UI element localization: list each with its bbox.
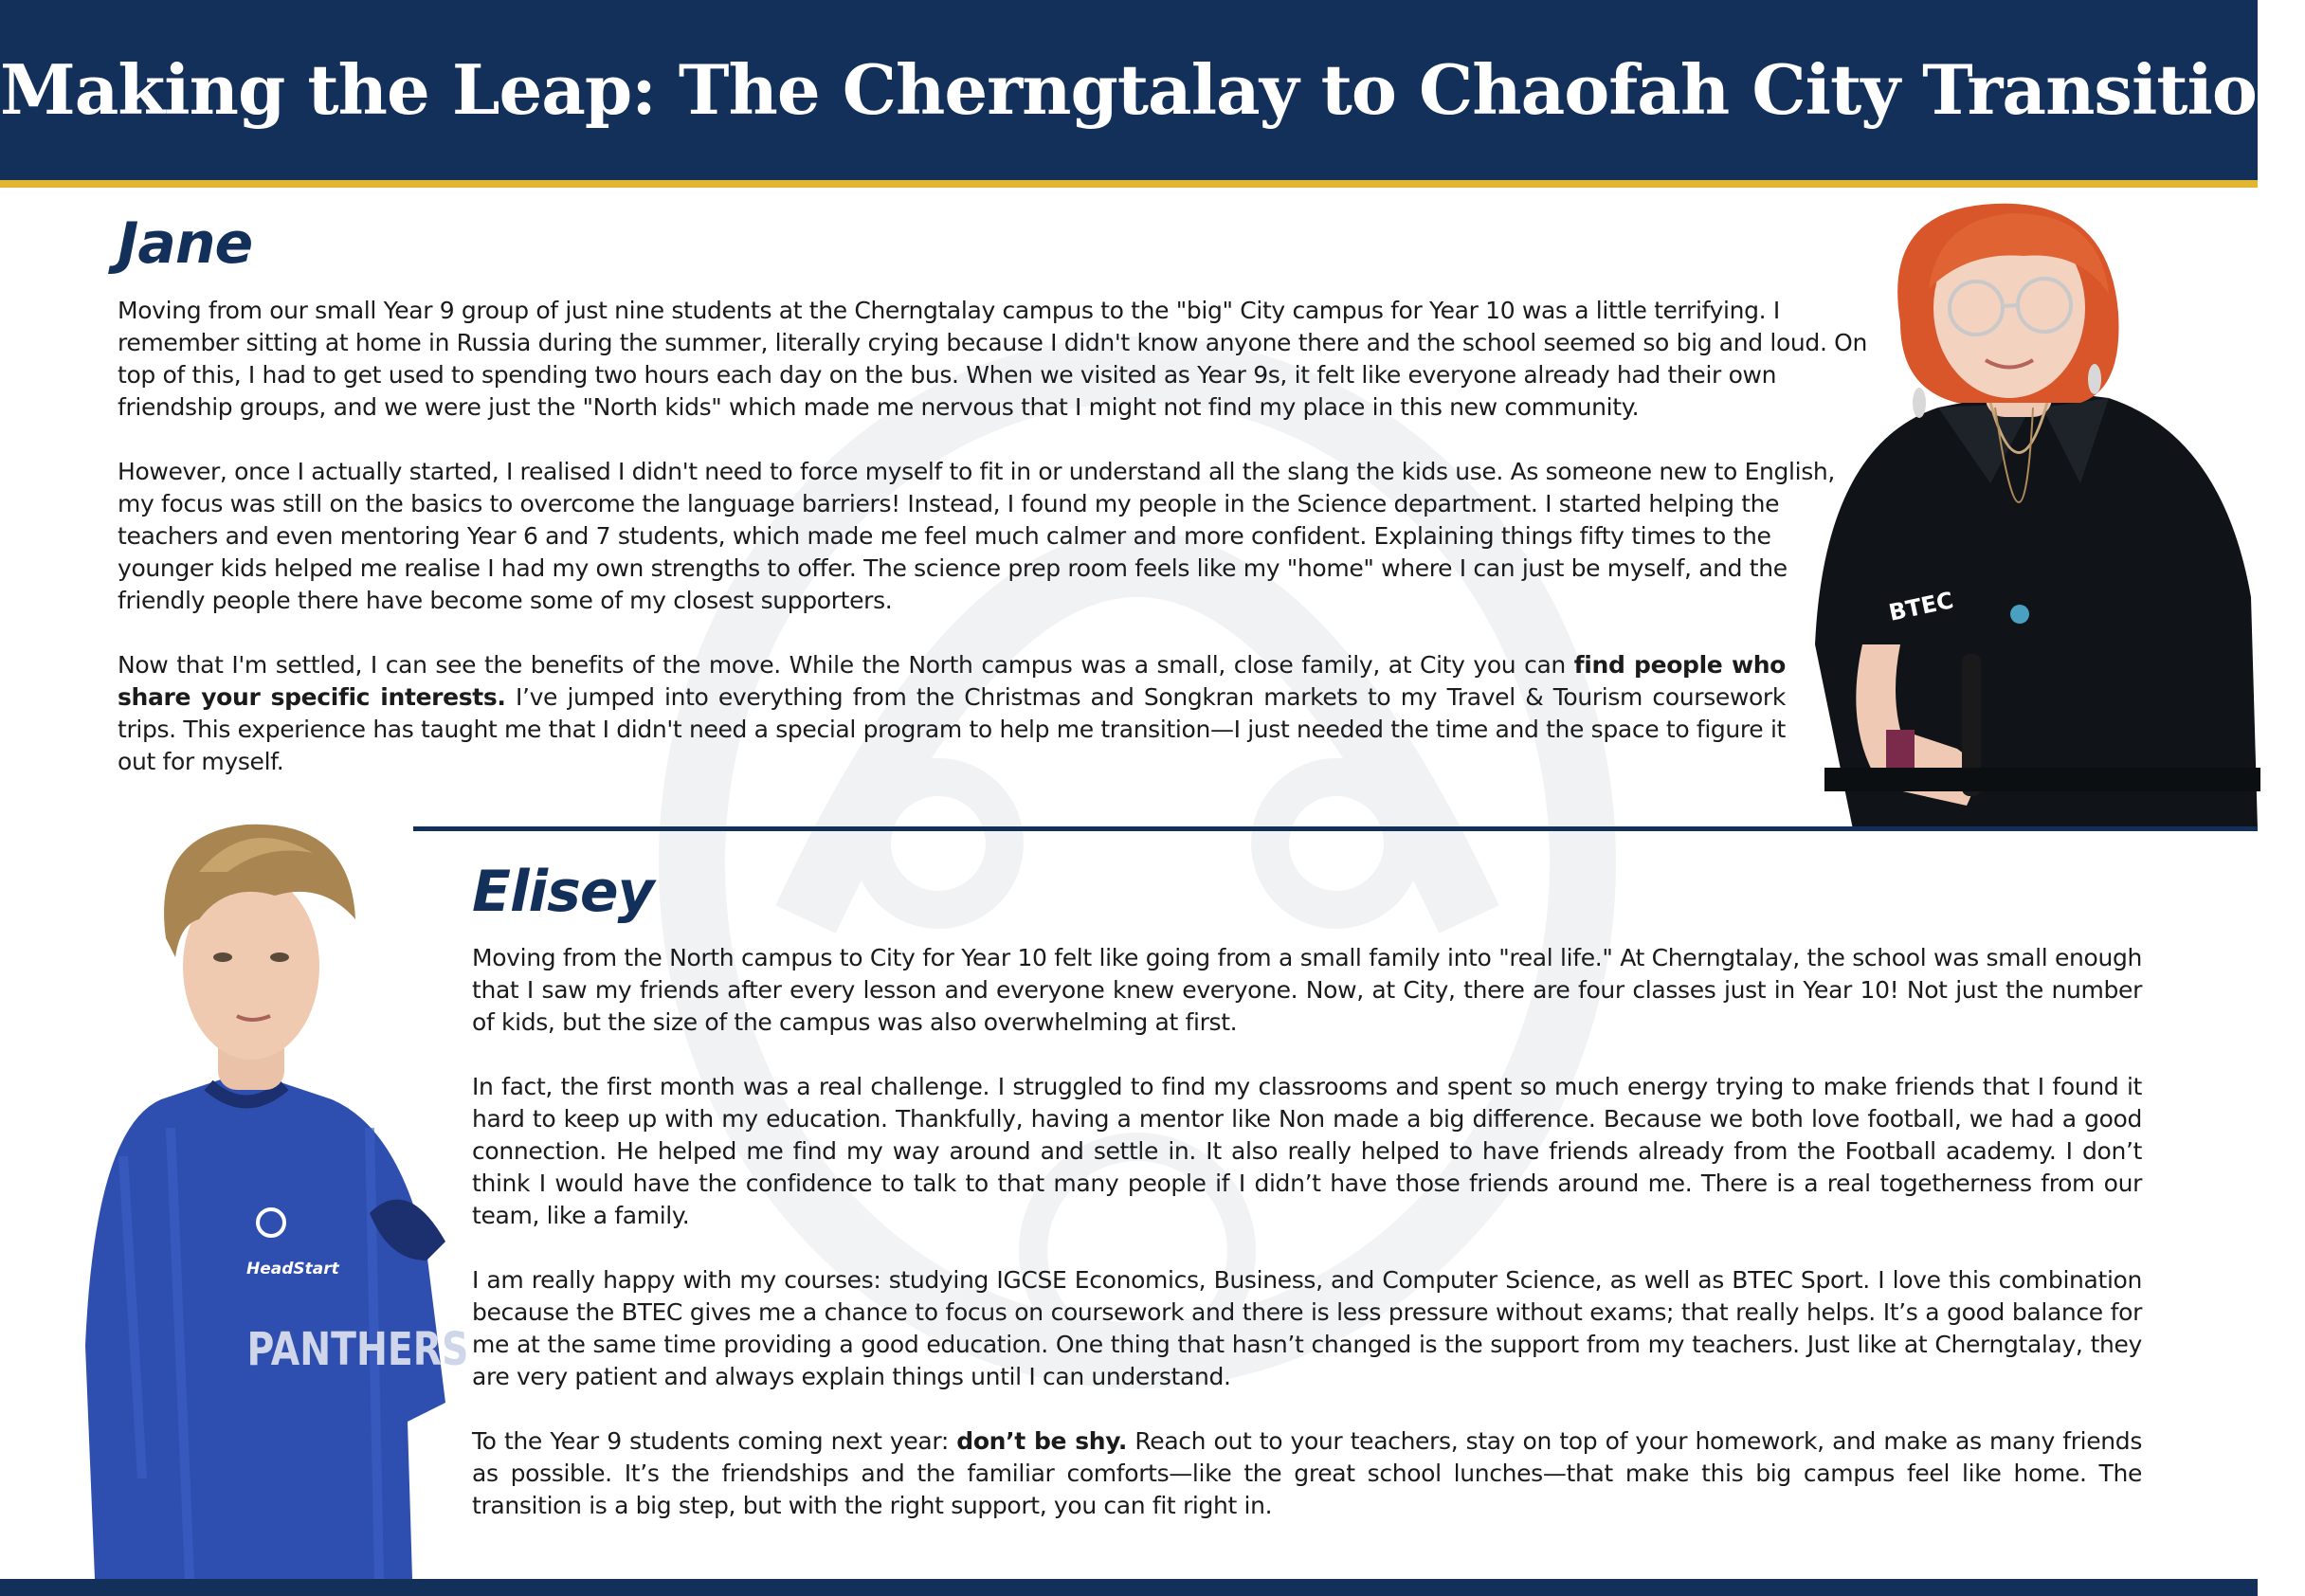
jane-photo: [1796, 199, 2258, 829]
footer-bar: [0, 1579, 2258, 1596]
jane-name-heading: Jane: [118, 210, 253, 277]
elisey-paragraph-3: I am really happy with my courses: studying IGCSE Economics, Business, and Computer Science, as well as BTEC Sport. I love this combination because the BTEC gives me a chance to focus on coursework and there is less pressure without exams; that really helps. It’s a good balance for me at the same time providing a good education. One thing that hasn’t changed is the support from my teachers. Just like at Cherngtalay, they are very patient and always explain things until I can understand.: [472, 1266, 2142, 1390]
elisey-paragraph-1: Moving from the North campus to City for Year 10 felt like going from a small family into "real life." At Cherngtalay, the school was small enough that I saw my friends after every lesson and everyone knew everyone. Now, at City, there are four classes just in Year 10! Not just the number of kids, but the size of the campus was also overwhelming at first.: [472, 944, 2142, 1036]
jane-paragraph-1: Moving from our small Year 9 group of just nine students at the Cherngtalay campus to the "big" City campus for Year 10 was a little terrifying. I remember sitting at home in Russia during the summer, literally crying because I didn't know anyone there and the school seemed so big and loud. On top of this, I had to get used to spending two hours each day on the bus. When we visited as Year 9s, it felt like everyone already had their own friendship groups, and we were just the "North kids" which made me nervous that I might not find my place in this new community.: [118, 297, 1867, 421]
elisey-highlight: don’t be shy.: [956, 1427, 1128, 1455]
jane-shirt-logo: BTEC: [1886, 587, 1956, 626]
elisey-paragraph-2: In fact, the first month was a real challenge. I struggled to find my classrooms and spent so much energy trying to make friends that I found it hard to keep up with my education. Thankfully, having a mentor like Non made a big difference. Because we both love football, we had a good connection. He helped me find my way around and settle in. It also really helped to have friends already from the Football academy. I don’t think I would have the confidence to talk to that many people if I didn’t have those friends around me. There is a real togetherness from our team, like a family.: [472, 1073, 2142, 1229]
elisey-shirt-brand: HeadStart: [246, 1260, 339, 1279]
elisey-shirt-text: PANTHERS: [246, 1323, 469, 1377]
jane-story: [118, 295, 1867, 778]
section-divider: [413, 826, 2258, 831]
elisey-name-heading: Elisey: [472, 859, 654, 925]
page-title: Making the Leap: The Cherngtalay to Chaofah City Transition: [0, 49, 2305, 130]
elisey-story: [472, 942, 2142, 1522]
jane-paragraph-3: Now that I'm settled, I can see the benefits of the move. While the North campus was a small, close family, at City you can find people who share your specific interests. I’ve jumped into everything from the Christmas and Songkran markets to my Travel & Tourism coursework trips. This experience has taught me that I didn't need a special program to help me transition—I just needed the time and the space to figure it out for myself.: [118, 651, 1786, 775]
elisey-photo: [85, 815, 469, 1579]
jane-paragraph-2: However, once I actually started, I realised I didn't need to force myself to fit in or understand all the slang the kids use. As someone new to English, my focus was still on the basics to overcome the language barriers! Instead, I found my people in the Science department. I started helping the teachers and even mentoring Year 6 and 7 students, which made me feel much calmer and more confident. Explaining things fifty times to the younger kids helped me realise I had my own strengths to offer. The science prep room feels like my "home" where I can just be myself, and the friendly people there have become some of my closest supporters.: [118, 458, 1836, 614]
header-banner: [0, 0, 2305, 188]
jane-highlight: find people who share your specific interests.: [118, 651, 1786, 711]
elisey-paragraph-4: To the Year 9 students coming next year: don’t be shy. Reach out to your teachers, stay on top of your homework, and make as many friends as possible. It’s the friendships and the familiar comforts—like the great school lunches—that make this big campus feel like home. The transition is a big step, but with the right support, you can fit right in.: [472, 1427, 2142, 1519]
